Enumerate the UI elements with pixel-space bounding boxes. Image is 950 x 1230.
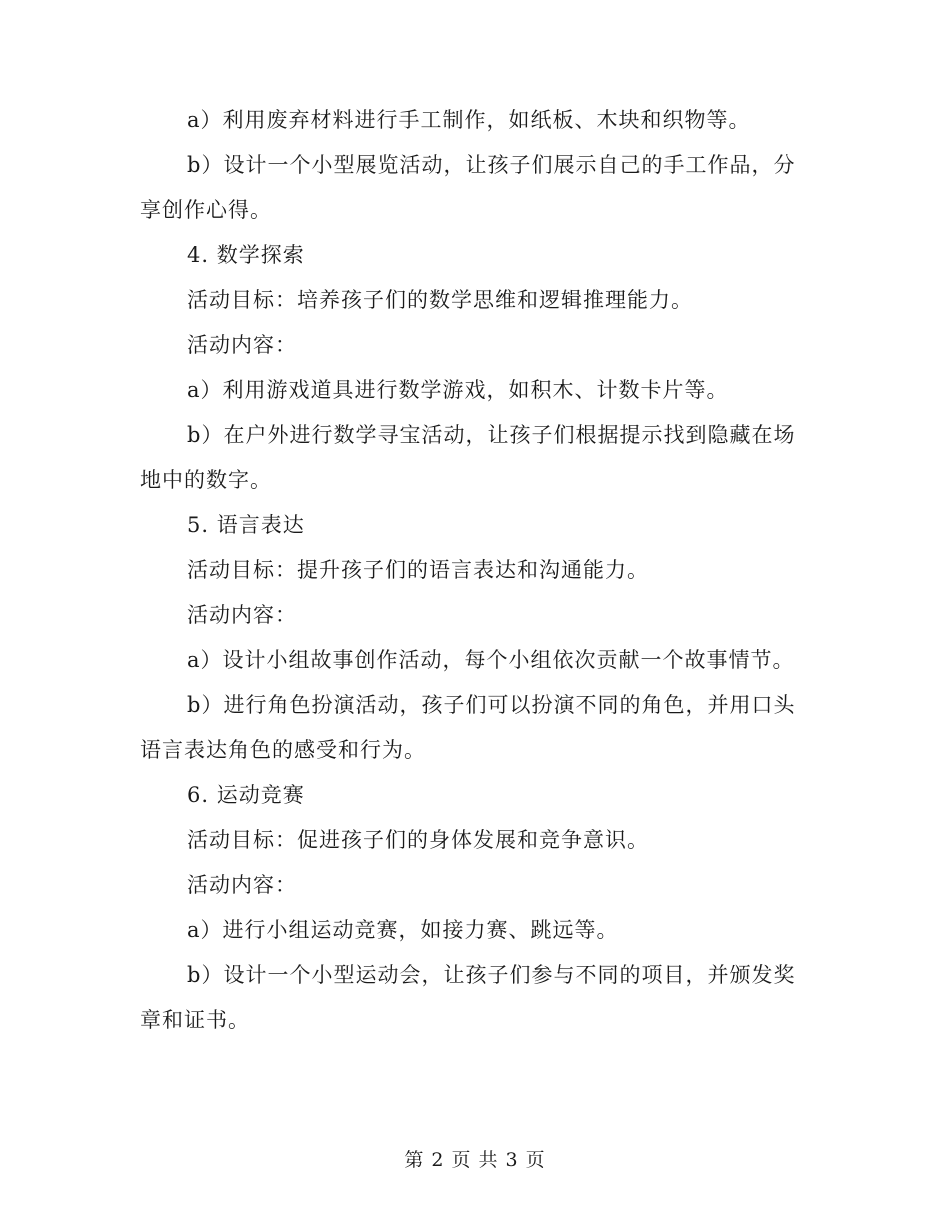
paragraph-sports-content-label: 活动内容： xyxy=(187,873,297,897)
document-body xyxy=(140,98,810,1043)
paragraph-sports-goal: 活动目标：促进孩子们的身体发展和竞争意识。 xyxy=(187,828,649,852)
section-heading-sports: 6. 运动竞赛 xyxy=(187,783,305,807)
paragraph-handcraft-a: a）利用废弃材料进行手工制作，如纸板、木块和织物等。 xyxy=(187,108,751,132)
paragraph-math-content-label: 活动内容： xyxy=(187,333,297,357)
paragraph-sports-a: a）进行小组运动竞赛，如接力赛、跳远等。 xyxy=(187,918,619,942)
page-footer: 第 2 页 共 3 页 xyxy=(404,1149,546,1171)
paragraph-math-a: a）利用游戏道具进行数学游戏，如积木、计数卡片等。 xyxy=(187,378,729,402)
paragraph-language-content-label: 活动内容： xyxy=(187,603,297,627)
paragraph-math-b: b）在户外进行数学寻宝活动，让孩子们根据提示找到隐藏在场地中的数字。 xyxy=(140,423,796,492)
paragraph-sports-b: b）设计一个小型运动会，让孩子们参与不同的项目，并颁发奖章和证书。 xyxy=(140,963,796,1032)
paragraph-language-a: a）设计小组故事创作活动，每个小组依次贡献一个故事情节。 xyxy=(187,648,795,672)
section-heading-language: 5. 语言表达 xyxy=(187,513,305,537)
paragraph-language-goal: 活动目标：提升孩子们的语言表达和沟通能力。 xyxy=(187,558,649,582)
paragraph-language-b: b）进行角色扮演活动，孩子们可以扮演不同的角色，并用口头语言表达角色的感受和行为。 xyxy=(140,693,796,762)
paragraph-handcraft-b: b）设计一个小型展览活动，让孩子们展示自己的手工作品，分享创作心得。 xyxy=(140,153,796,222)
section-heading-math: 4. 数学探索 xyxy=(187,243,305,267)
paragraph-math-goal: 活动目标：培养孩子们的数学思维和逻辑推理能力。 xyxy=(187,288,693,312)
